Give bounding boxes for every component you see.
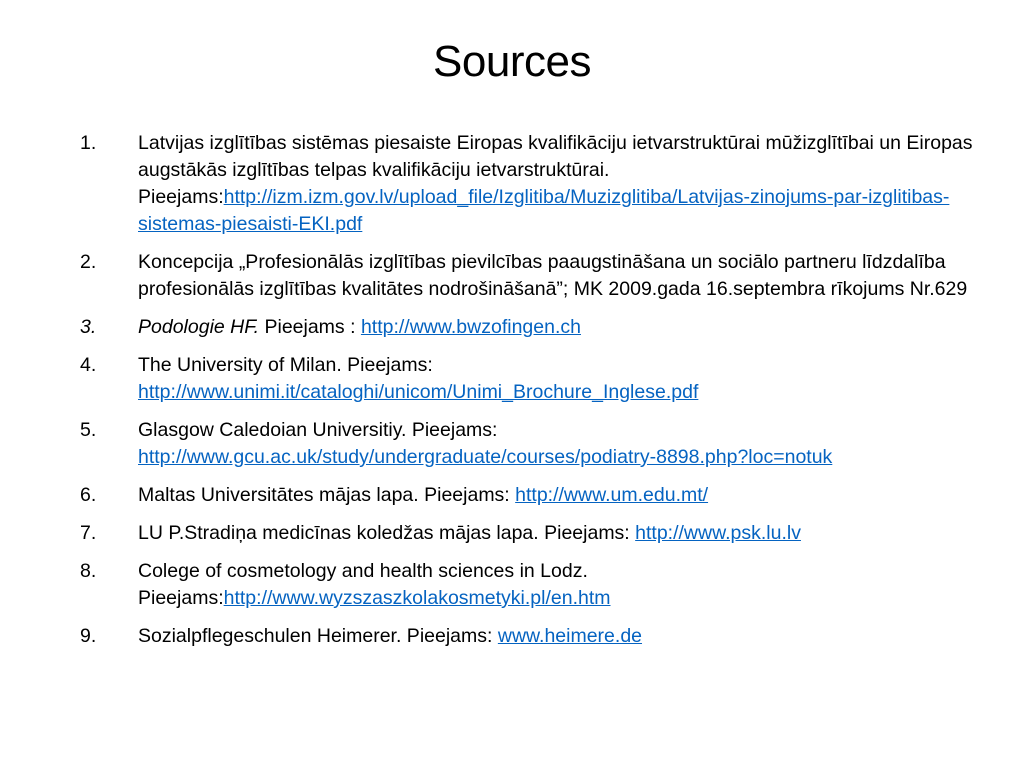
item-text: Pieejams : (259, 316, 361, 338)
source-link[interactable]: http://www.um.edu.mt/ (515, 484, 709, 506)
list-item (80, 623, 1020, 650)
source-link[interactable]: http://www.unimi.it/cataloghi/unicom/Unimi_Brochure_Inglese.pdf (138, 381, 699, 403)
list-item (80, 417, 1020, 471)
source-link[interactable]: http://www.bwzofingen.ch (360, 316, 581, 338)
list-item (80, 558, 1020, 612)
item-text: Latvijas izglītības sistēmas piesaiste Eiropas kvalifikāciju ietvarstruktūrai mūžizglītībai un Eiropas augstākās izglītības telpas kvalifikāciju ietvarstruktūrai. Pieejams: (138, 132, 973, 208)
list-item (80, 130, 1020, 238)
list-item (80, 482, 1020, 509)
list-item (80, 520, 1020, 547)
item-number: 5. (80, 419, 97, 441)
item-italic-text: Podologie HF. (138, 316, 260, 338)
source-link[interactable]: http://izm.izm.gov.lv/upload_file/Izglitiba/Muzizglitiba/Latvijas-zinojums-par-izglitibas-sistemas-piesaisti-EKI.pdf (138, 186, 950, 235)
item-text: The University of Milan. Pieejams: (138, 354, 433, 376)
item-number: 4. (80, 354, 97, 376)
item-number: 1. (80, 132, 97, 154)
item-text: Glasgow Caledoian Universitiy. Pieejams: (138, 419, 498, 441)
item-number: 2. (80, 251, 97, 273)
item-text: Koncepcija „Profesionālās izglītības pievilcības paaugstināšana un sociālo partneru līdzdalība profesionālās izglītības kvalitātes nodrošināšanā”; MK 2009.gada 16.septembra rīkojums Nr.629 (138, 251, 968, 300)
source-link[interactable]: http://www.gcu.ac.uk/study/undergraduate/courses/podiatry-8898.php?loc=notuk (138, 446, 833, 468)
list-item (80, 352, 1020, 406)
item-number: 7. (80, 522, 97, 544)
list-item (80, 314, 1020, 341)
item-text: Colege of cosmetology and health sciences in Lodz. Pieejams: (138, 560, 588, 609)
item-number: 8. (80, 560, 97, 582)
item-number: 9. (80, 625, 97, 647)
item-text: Maltas Universitātes mājas lapa. Pieejams: (138, 484, 516, 506)
item-number: 3. (80, 316, 97, 338)
item-text: LU P.Stradiņa medicīnas koledžas mājas lapa. Pieejams: (138, 522, 636, 544)
source-link[interactable]: www.heimere.de (497, 625, 643, 647)
source-link[interactable]: http://www.psk.lu.lv (635, 522, 801, 544)
item-text: Sozialpflegeschulen Heimerer. Pieejams: (138, 625, 498, 647)
source-link[interactable]: http://www.wyzszaszkolakosmetyki.pl/en.htm (223, 587, 611, 609)
page-title: Sources (433, 37, 591, 86)
sources-list (80, 130, 1020, 661)
list-item (80, 249, 1020, 303)
item-number: 6. (80, 484, 97, 506)
